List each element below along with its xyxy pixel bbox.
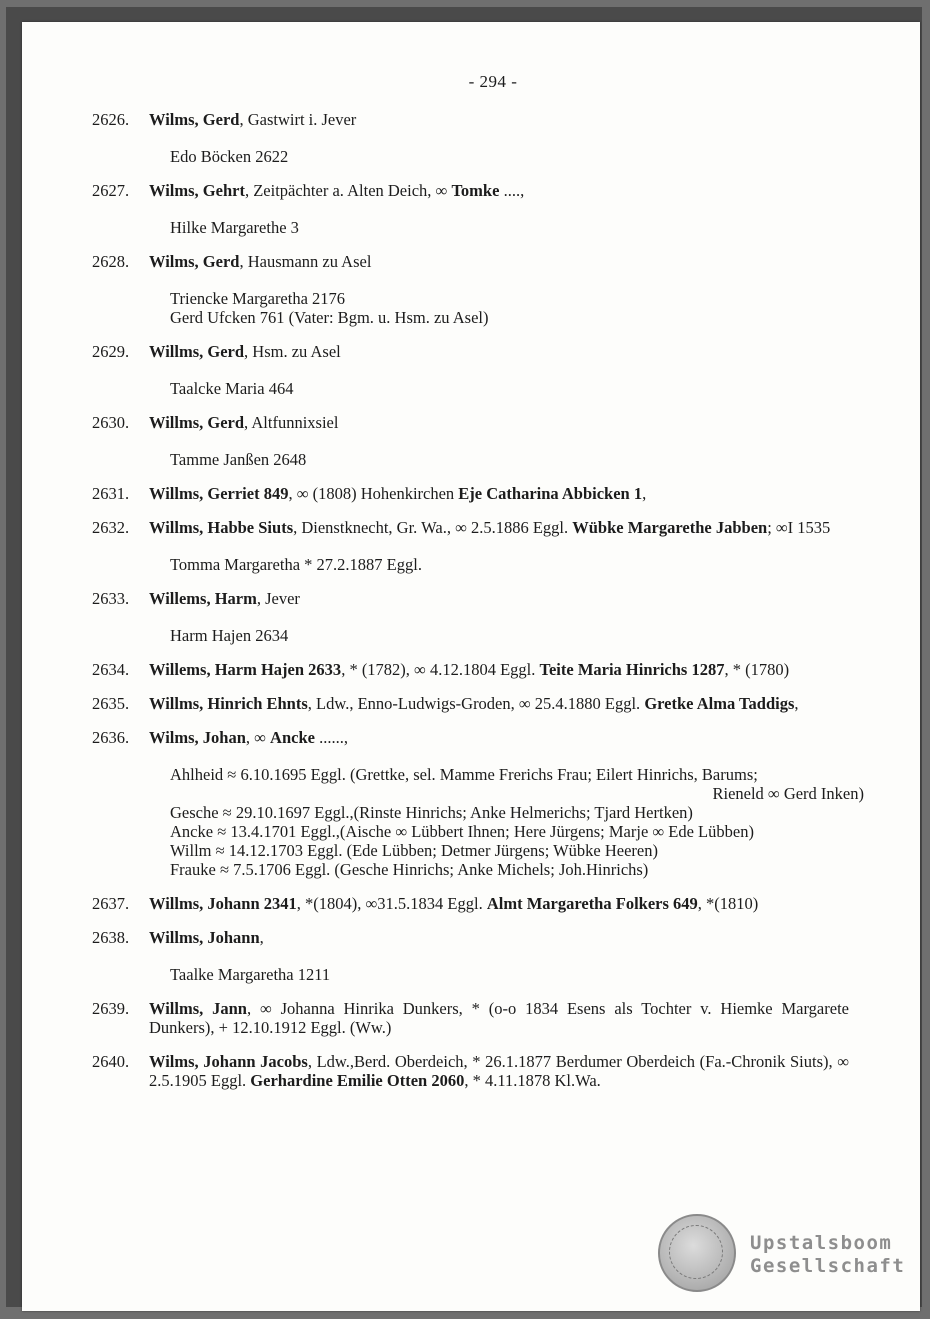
child-line: Ancke ≈ 13.4.1701 Eggl.,(Aische ∞ Lübbert Ihnen; Here Jürgens; Marje ∞ Ede Lübben) bbox=[170, 822, 754, 841]
children-list bbox=[170, 450, 870, 469]
entry-details: , Dienstknecht, Gr. Wa., ∞ 2.5.1886 Eggl. bbox=[293, 518, 573, 537]
children-list bbox=[170, 379, 870, 398]
children-list bbox=[170, 289, 870, 327]
entry-number: 2632. bbox=[92, 518, 130, 537]
entry bbox=[22, 518, 920, 574]
entry-spouse: Almt Margaretha Folkers 649 bbox=[486, 894, 698, 913]
children-list bbox=[170, 147, 870, 166]
publisher-logo bbox=[750, 1232, 906, 1278]
entry-details-end: ...., bbox=[499, 181, 525, 200]
entry-details-end: ; ∞I 1535 bbox=[767, 518, 831, 537]
entry-name: Wilms, Gerd bbox=[149, 110, 240, 129]
child-line: Taalcke Maria 464 bbox=[170, 379, 294, 398]
entry-name: Wilms, Gehrt bbox=[149, 181, 245, 200]
child-line: Gesche ≈ 29.10.1697 Eggl.,(Rinste Hinrichs; Anke Helmerichs; Tjard Hertken) bbox=[170, 803, 693, 822]
entry-number: 2629. bbox=[92, 342, 130, 361]
entry-list bbox=[22, 110, 920, 1105]
entry-heading bbox=[149, 181, 849, 200]
entry-name: Willems, Harm bbox=[149, 589, 257, 608]
child-line: Tomma Margaretha * 27.2.1887 Eggl. bbox=[170, 555, 422, 574]
entry-spouse: Ancke bbox=[270, 728, 315, 747]
entry bbox=[22, 660, 920, 679]
entry-number: 2630. bbox=[92, 413, 130, 432]
child-line: Edo Böcken 2622 bbox=[170, 147, 289, 166]
entry bbox=[22, 1052, 920, 1090]
entry-details: , ∞ bbox=[245, 728, 271, 747]
entry-details: , *(1804), ∞31.5.1834 Eggl. bbox=[296, 894, 487, 913]
entry-heading bbox=[149, 728, 849, 747]
entry-heading bbox=[149, 660, 849, 679]
entry-details-end: , *(1810) bbox=[697, 894, 759, 913]
entry-spouse: Gerhardine Emilie Otten 2060 bbox=[250, 1071, 465, 1090]
entry-number: 2634. bbox=[92, 660, 130, 679]
entry-details: , Hsm. zu Asel bbox=[244, 342, 341, 361]
entry bbox=[22, 928, 920, 984]
entry-details: , Altfunnixsiel bbox=[244, 413, 339, 432]
entry bbox=[22, 999, 920, 1037]
entry-name: Willms, Gerd bbox=[149, 413, 245, 432]
entry bbox=[22, 110, 920, 166]
entry-number: 2640. bbox=[92, 1052, 130, 1071]
entry-number: 2639. bbox=[92, 999, 130, 1018]
entry-spouse: Gretke Alma Taddigs bbox=[644, 694, 795, 713]
entry bbox=[22, 589, 920, 645]
child-line: Harm Hajen 2634 bbox=[170, 626, 289, 645]
child-line: Gerd Ufcken 761 (Vater: Bgm. u. Hsm. zu Asel) bbox=[170, 308, 489, 327]
children-list bbox=[170, 765, 870, 879]
child-line: Hilke Margarethe 3 bbox=[170, 218, 299, 237]
society-seal-icon bbox=[658, 1214, 736, 1292]
entry-number: 2636. bbox=[92, 728, 130, 747]
entry-details: , Ldw., Enno-Ludwigs-Groden, ∞ 25.4.1880 Eggl. bbox=[307, 694, 645, 713]
entry-name: Willms, Hinrich Ehnts bbox=[149, 694, 308, 713]
entry-number: 2627. bbox=[92, 181, 130, 200]
entry-number: 2633. bbox=[92, 589, 130, 608]
entry-name: Wilms, Johan bbox=[149, 728, 246, 747]
child-line: Tamme Janßen 2648 bbox=[170, 450, 307, 469]
entry-heading bbox=[149, 928, 849, 947]
entry-number: 2628. bbox=[92, 252, 130, 271]
entry-heading bbox=[149, 694, 849, 713]
entry-details: , Ldw.,Berd. Oberdeich, * 26.1.1877 Berdumer Oberdeich (Fa.-Chronik Siuts), ∞ 2.5.1905 Eggl. bbox=[149, 1052, 849, 1090]
child-line-continued: Rieneld ∞ Gerd Inken) bbox=[712, 784, 864, 803]
entry-name: Willms, Gerd bbox=[149, 342, 245, 361]
logo-line-2: Gesellschaft bbox=[750, 1255, 906, 1277]
seal-ring bbox=[669, 1225, 723, 1279]
entry-details-end: ......, bbox=[314, 728, 348, 747]
entry-details-end: , * (1780) bbox=[724, 660, 790, 679]
child-line: Frauke ≈ 7.5.1706 Eggl. (Gesche Hinrichs; Anke Michels; Joh.Hinrichs) bbox=[170, 860, 649, 879]
entry-number: 2635. bbox=[92, 694, 130, 713]
entry-details: , Jever bbox=[256, 589, 300, 608]
entry bbox=[22, 728, 920, 879]
entry-name: Willms, Johann 2341 bbox=[149, 894, 297, 913]
entry-heading bbox=[149, 110, 849, 129]
entry-spouse: Wübke Margarethe Jabben bbox=[572, 518, 768, 537]
child-line: Triencke Margaretha 2176 bbox=[170, 289, 346, 308]
entry-details: , bbox=[259, 928, 264, 947]
entry-name: Willms, Habbe Siuts bbox=[149, 518, 294, 537]
entry-details: , Gastwirt i. Jever bbox=[239, 110, 357, 129]
entry-details-end: , * 4.11.1878 Kl.Wa. bbox=[464, 1071, 601, 1090]
entry-name: Wilms, Johann Jacobs bbox=[149, 1052, 308, 1071]
entry-spouse: Teite Maria Hinrichs 1287 bbox=[539, 660, 725, 679]
entry-heading bbox=[149, 589, 849, 608]
entry-number: 2626. bbox=[92, 110, 130, 129]
entry-heading bbox=[149, 999, 849, 1037]
child-line: Taalke Margaretha 1211 bbox=[170, 965, 331, 984]
entry-name: Willems, Harm Hajen 2633 bbox=[149, 660, 342, 679]
entry-spouse: Eje Catharina Abbicken 1 bbox=[458, 484, 643, 503]
entry-details: , Hausmann zu Asel bbox=[239, 252, 372, 271]
document-page bbox=[22, 22, 920, 1311]
entry-name: Willms, Gerriet 849 bbox=[149, 484, 289, 503]
entry-heading bbox=[149, 342, 849, 361]
entry-name: Wilms, Gerd bbox=[149, 252, 240, 271]
children-list bbox=[170, 965, 870, 984]
entry bbox=[22, 252, 920, 327]
entry-details-end: , bbox=[794, 694, 799, 713]
entry-number: 2631. bbox=[92, 484, 130, 503]
entry-heading bbox=[149, 252, 849, 271]
entry-heading bbox=[149, 518, 849, 537]
entry-details: , ∞ (1808) Hohenkirchen bbox=[288, 484, 459, 503]
logo-line-1: Upstalsboom bbox=[750, 1232, 893, 1254]
entry bbox=[22, 413, 920, 469]
entry-number: 2638. bbox=[92, 928, 130, 947]
entry-number: 2637. bbox=[92, 894, 130, 913]
children-list bbox=[170, 626, 870, 645]
page-number: - 294 - bbox=[468, 72, 518, 91]
child-line: Ahlheid ≈ 6.10.1695 Eggl. (Grettke, sel. Mamme Frerichs Frau; Eilert Hinrichs, Barums; bbox=[170, 765, 758, 784]
entry-heading bbox=[149, 413, 849, 432]
child-line: Willm ≈ 14.12.1703 Eggl. (Ede Lübben; Detmer Jürgens; Wübke Heeren) bbox=[170, 841, 658, 860]
entry-name: Willms, Johann bbox=[149, 928, 260, 947]
entry-heading bbox=[149, 484, 849, 503]
entry bbox=[22, 342, 920, 398]
entry-heading bbox=[149, 894, 849, 913]
children-list bbox=[170, 218, 870, 237]
entry bbox=[22, 694, 920, 713]
entry bbox=[22, 181, 920, 237]
entry bbox=[22, 894, 920, 913]
entry-details: , * (1782), ∞ 4.12.1804 Eggl. bbox=[341, 660, 540, 679]
entry-spouse: Tomke bbox=[451, 181, 500, 200]
children-list bbox=[170, 555, 870, 574]
page-frame bbox=[6, 7, 922, 1307]
entry-details: , ∞ Johanna Hinrika Dunkers, * (o-o 1834 Esens als Tochter v. Hiemke Margarete Dunkers), + 12.10.1912 Eggl. (Ww.) bbox=[149, 999, 849, 1037]
entry-heading bbox=[149, 1052, 849, 1090]
entry-details: , Zeitpächter a. Alten Deich, ∞ bbox=[244, 181, 452, 200]
entry-details-end: , bbox=[642, 484, 647, 503]
entry-name: Willms, Jann bbox=[149, 999, 247, 1018]
entry bbox=[22, 484, 920, 503]
